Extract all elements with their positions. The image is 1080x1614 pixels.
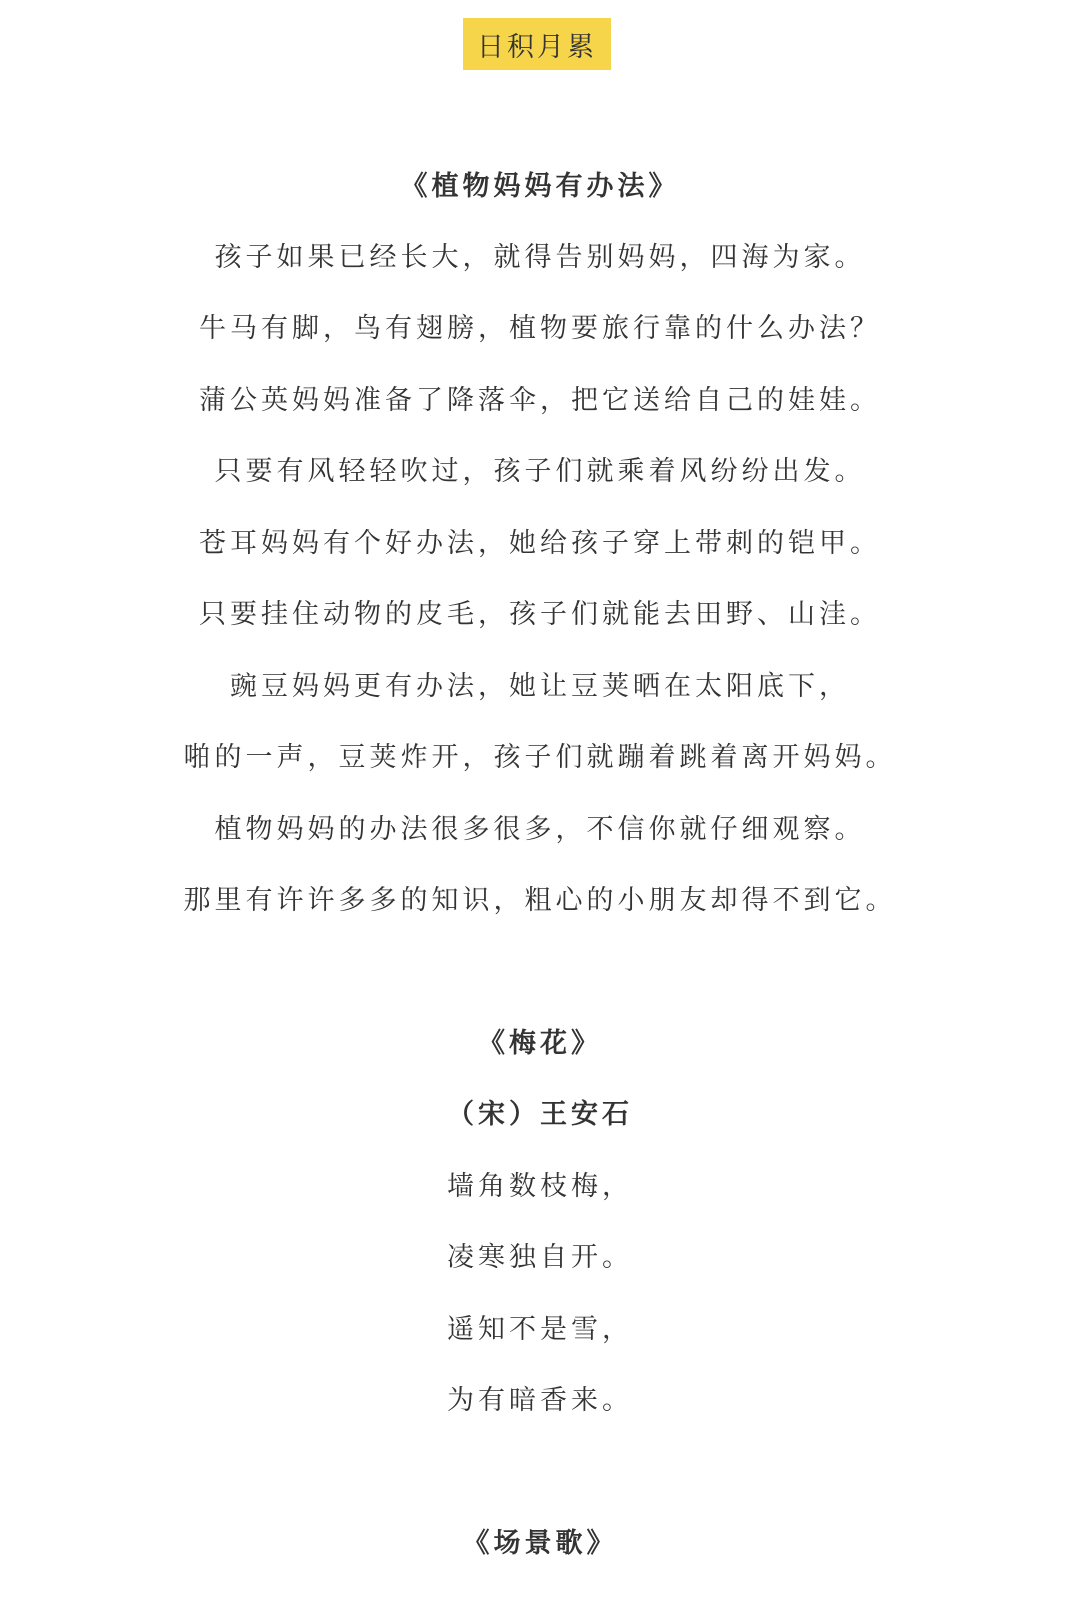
- poem-line: 墙角数枝梅，: [447, 1171, 633, 1202]
- poem-title: 《植物妈妈有办法》: [400, 171, 680, 202]
- poem-line: 苍耳妈妈有个好办法，她给孩子穿上带刺的铠甲。: [199, 528, 881, 559]
- poem-author: （宋）王安石: [447, 1099, 633, 1130]
- poem-line: 为有暗香来。: [447, 1385, 633, 1416]
- poem-line: 只要挂住动物的皮毛，孩子们就能去田野、山洼。: [199, 599, 881, 630]
- poem-line: 遥知不是雪，: [447, 1314, 633, 1345]
- poem-line: 只要有风轻轻吹过，孩子们就乘着风纷纷出发。: [214, 456, 866, 487]
- poem-line: 豌豆妈妈更有办法，她让豆荚晒在太阳底下，: [230, 671, 850, 702]
- section-badge: 日积月累: [463, 18, 611, 70]
- poem-title: 《场景歌》: [462, 1528, 618, 1559]
- poem-line: 牛马有脚，鸟有翅膀，植物要旅行靠的什么办法？: [199, 313, 881, 344]
- poem-line: 凌寒独自开。: [447, 1242, 633, 1273]
- poem-line: 啪的一声，豆荚炸开，孩子们就蹦着跳着离开妈妈。: [183, 742, 897, 773]
- poem-line: 那里有许许多多的知识，粗心的小朋友却得不到它。: [183, 885, 897, 916]
- poem-line: 蒲公英妈妈准备了降落伞，把它送给自己的娃娃。: [199, 385, 881, 416]
- poem-title: 《梅花》: [478, 1028, 602, 1059]
- poem-line: 植物妈妈的办法很多很多，不信你就仔细观察。: [214, 814, 866, 845]
- poem-line: 孩子如果已经长大，就得告别妈妈，四海为家。: [214, 242, 866, 273]
